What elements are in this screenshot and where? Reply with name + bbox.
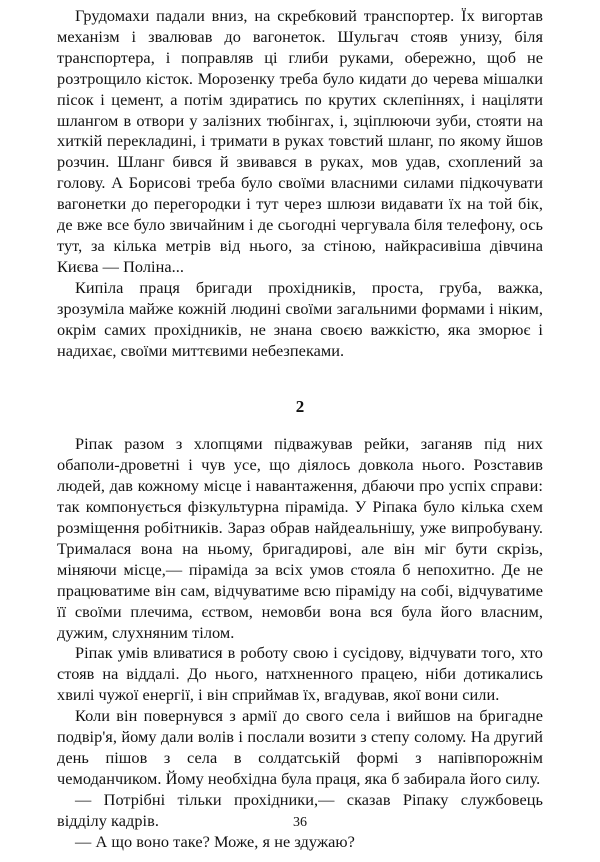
text-block-1 bbox=[57, 6, 543, 361]
dialogue-line: — Потрібні тільки прохідники,— сказав Ріпаку службовець відділу кадрів. bbox=[57, 789, 543, 830]
text-block-2 bbox=[57, 434, 543, 852]
chapter-heading: 2 bbox=[295, 397, 305, 417]
paragraph: Ріпак умів вливатися в роботу свою і сусідову, відчувати того, хто стояв на віддалі. До нього, натхненного працею, ніби дотикались хвилі чужої енергії, і він сприймав їх, вгадував, якої вони сили. bbox=[57, 643, 543, 705]
page-number: 36 bbox=[293, 815, 307, 830]
paragraph: Ріпак разом з хлопцями підважував рейки, заганяв під них обаполи-дроветні і чув усе, що діялось довкола нього. Розставив людей, дав кожному місце і навантаження, дбаючи про успіх справи: так компонується фізкультурна піраміда. У Ріпака було кілька схем розміщення робітників. Зараз обрав найдеальнішу, уже випробувану. Трималася вона на ньому, бригадирові, але він міг бути скрізь, міняючи місце,— піраміда за всіх умов стояла б непохитно. Де не працюватиме він сам, відчуватиме всю піраміду на собі, відчуватиме її своїми плечима, єством, немовби вона вся була його власним, дужим, слухняним тілом. bbox=[57, 434, 543, 642]
paragraph: Грудомахи падали вниз, на скребковий транспортер. Їх вигортав механізм і звалював до вагонеток. Шульгач стояв унизу, біля транспортера, і поправляв ці глиби руками, обережно, щоб не розтрощило кісток. Морозенку треба було кидати до черева мішалки пісок і цемент, а потім здиратись по крутих склепіннях, і націляти шлангом в отвори у залізних тюбінгах, і, зціплюючи зуби, стояти на хиткій перекладині, і тримати в руках товстий шланг, по якому йшов розчин. Шланг бився й звивався в руках, мов удав, схоплений за голову. А Борисові треба було своїми власними силами підкочувати вагонетки до перегородки і тут через шлюзи видавати їх на той бік, де вже все було звичайним і де сьогодні чергувала біля телефону, ось тут, за кілька метрів від нього, за стіною, найкрасивіша дівчина Києва — Поліна... bbox=[57, 6, 543, 276]
paragraph: Коли він повернувся з армії до свого села і вийшов на бригадне подвір'я, йому дали волів і послали возити з степу солому. На другий день пішов з села в солдатській формі з напівпорожнім чемоданчиком. Йому необхідна була праця, яка б забирала його силу. bbox=[57, 706, 543, 788]
dialogue-line: — А що воно таке? Може, я не здужаю? bbox=[75, 831, 355, 851]
paragraph: Кипіла праця бригади прохідників, проста, груба, важка, зрозуміла майже кожній людині своїми загальними формами і ніким, окрім самих прохідників, не знана своєю важкістю, яка зморює і надихає, своїми миттєвими небезпеками. bbox=[57, 277, 543, 360]
